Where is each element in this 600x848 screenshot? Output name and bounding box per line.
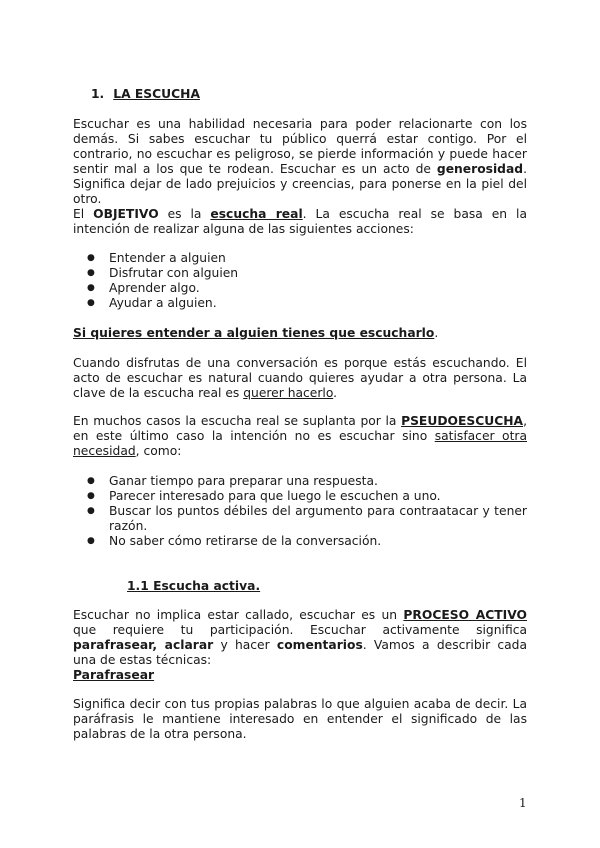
paragraph-conversation (73, 356, 527, 401)
paragraph-active-listening (73, 608, 527, 668)
bullet-list-pseudoescucha (73, 474, 527, 549)
bold-text: OBJETIVO (93, 207, 159, 221)
text-span: El (73, 207, 94, 221)
bold-text: parafrasear, aclarar (73, 638, 214, 652)
text-span: . Significa dejar de lado prejuicios y creencias, para ponerse en la piel del otro. (73, 162, 527, 206)
section-number: 1. (91, 87, 105, 101)
subheading-parafrasear (73, 668, 527, 683)
subheading-text: Parafrasear (73, 668, 155, 682)
bold-text: comentarios (276, 638, 363, 652)
list-item: ● Entender a alguien (73, 251, 527, 266)
text-span: que requiere tu participación. Escuchar activamente significa (73, 623, 527, 637)
list-item: ● No saber cómo retirarse de la conversación. (73, 534, 527, 549)
paragraph-pseudoescucha (73, 414, 527, 459)
bold-underlined-text: escucha real (210, 207, 303, 221)
section-title: LA ESCUCHA (113, 87, 200, 101)
text-span: es la (158, 207, 211, 221)
paragraph-intro (73, 117, 527, 207)
text-span: . (333, 386, 338, 400)
underlined-text: satisfacer otra necesidad (73, 429, 527, 458)
list-item: ● Ayudar a alguien. (73, 296, 527, 311)
text-span: , como: (135, 444, 182, 458)
paragraph-objective (73, 207, 527, 237)
bullet-list-actions (73, 251, 527, 311)
list-item: ● Parecer interesado para que luego le escuchen a uno. (73, 489, 527, 504)
text-span: Cuando disfrutas de una conversación es porque estás escuchando. El acto de escuchar es natural cuando quieres ayudar a otra persona. La clave de la escucha real es (73, 356, 527, 400)
subsection-heading (73, 579, 527, 594)
list-item: ● Buscar los puntos débiles del argumento para contraatacar y tener razón. (73, 504, 527, 534)
bold-text: generosidad (436, 162, 524, 176)
paragraph-text: Significa decir con tus propias palabras lo que alguien acaba de decir. La paráfrasis le mantiene interesado en entender el significado de las palabras de la otra persona. (73, 697, 527, 741)
list-item: ● Disfrutar con alguien (73, 266, 527, 281)
list-item: ● Aprender algo. (73, 281, 527, 296)
text-span: y hacer (213, 638, 277, 652)
list-item: ● Ganar tiempo para preparar una respuesta. (73, 474, 527, 489)
paragraph-key-phrase (73, 326, 527, 341)
text-span: . (434, 326, 439, 340)
section-heading (91, 87, 200, 102)
page-number: 1 (519, 796, 527, 810)
text-span: . Vamos a describir cada una de estas técnicas: (73, 638, 527, 667)
text-span: . La escucha real se basa en la intención de realizar alguna de las siguientes acciones: (73, 207, 527, 236)
text-span: Escuchar no implica estar callado, escuchar es un (73, 608, 404, 622)
bold-underlined-text: PSEUDOESCUCHA (401, 414, 524, 428)
text-span: , en este último caso la intención no es escuchar sino (73, 414, 527, 443)
paragraph-parafrasear (73, 697, 527, 742)
subsection-title: 1.1 Escucha activa. (127, 579, 261, 593)
text-span: En muchos casos la escucha real se suplanta por la (73, 414, 402, 428)
text-span: Escuchar es una habilidad necesaria para poder relacionarte con los demás. Si sabes escuchar tu público querrá estar contigo. Por el contrario, no escuchar es peligroso, se pierde información y puede hacer sentir mal a los que te rodean. Escuchar es un acto de (73, 117, 527, 176)
underlined-text: querer hacerlo (243, 386, 334, 400)
bold-underlined-text: PROCESO ACTIVO (403, 608, 527, 622)
bold-underlined-text: Si quieres entender a alguien tienes que escucharlo (73, 326, 435, 340)
